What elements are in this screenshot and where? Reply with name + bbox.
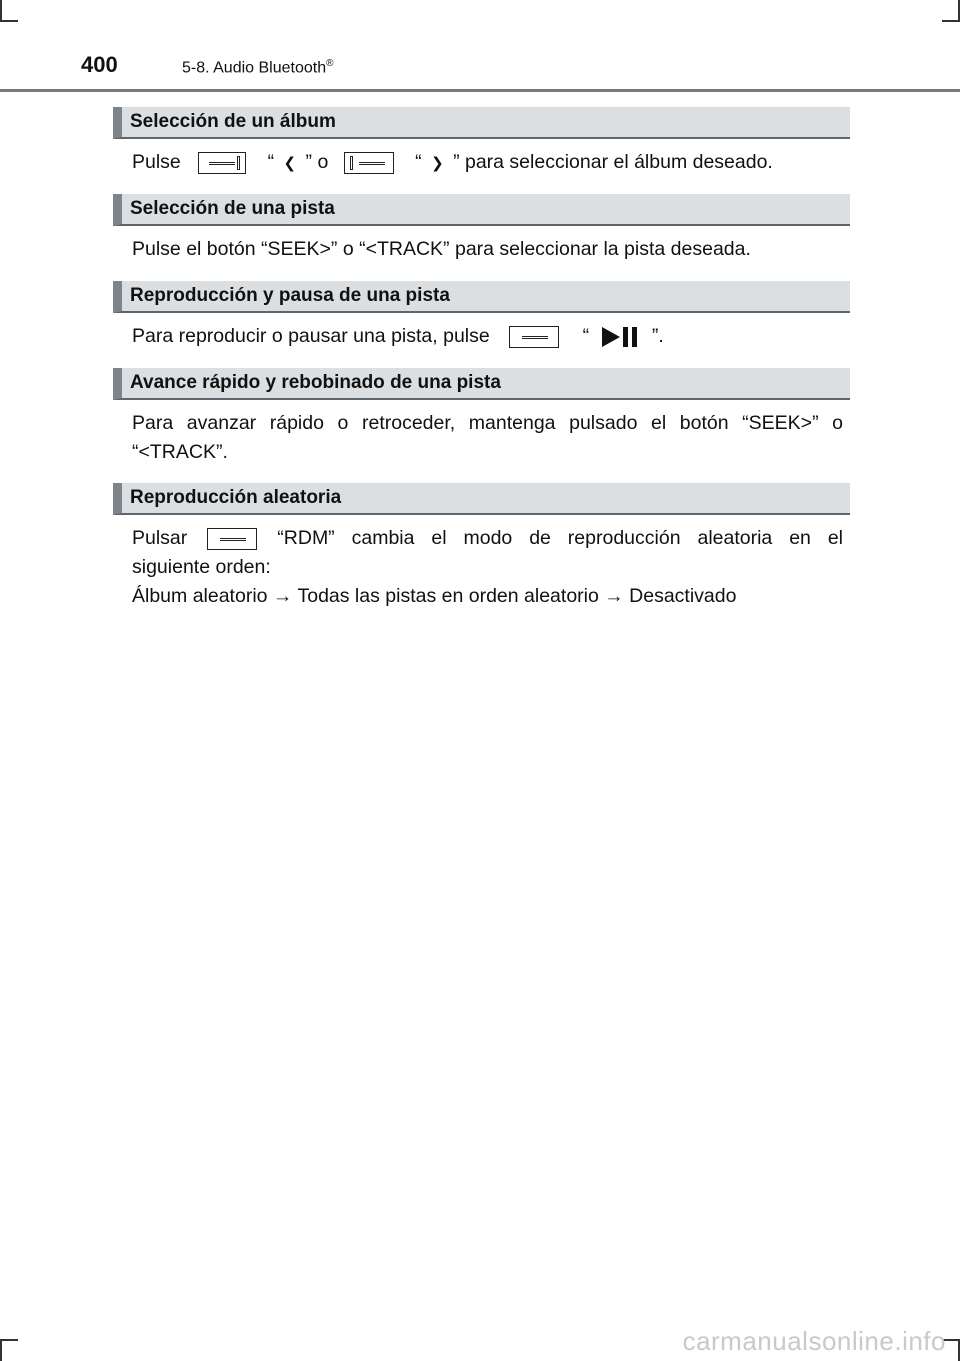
section-title: Selección de un álbum bbox=[130, 111, 336, 132]
paragraph-random-line1 bbox=[132, 524, 843, 553]
section-heading-play bbox=[113, 281, 850, 313]
paragraph-random-line2: siguiente orden: bbox=[132, 556, 271, 578]
play-button-icon bbox=[509, 326, 559, 348]
text: ” o bbox=[305, 151, 329, 173]
crop-mark-bottom-left bbox=[0, 1339, 18, 1341]
page-header bbox=[0, 0, 960, 92]
chapter-text: 5-8. Audio Bluetooth bbox=[182, 59, 327, 77]
paragraph-seek-line1: Para avanzar rápido o retroceder, mantenga pulsado el botón “SEEK>” o bbox=[132, 412, 843, 434]
crop-mark-bottom-left bbox=[0, 1339, 2, 1361]
paragraph-play bbox=[132, 322, 664, 351]
watermark: carmanualsonline.info bbox=[682, 1326, 946, 1356]
registered-mark: ® bbox=[326, 58, 334, 69]
paragraph-track: Pulse el botón “SEEK>” o “<TRACK” para seleccionar la pista deseada. bbox=[132, 238, 751, 260]
text: ” para seleccionar el álbum deseado. bbox=[453, 151, 773, 173]
quote: “ bbox=[415, 151, 422, 173]
next-button-icon bbox=[344, 152, 394, 174]
paragraph-album bbox=[132, 148, 773, 178]
section-heading-seek bbox=[113, 368, 850, 400]
chapter-title bbox=[182, 58, 333, 77]
text: Para reproducir o pausar una pista, pulse bbox=[132, 325, 490, 347]
section-title: Avance rápido y rebobinado de una pista bbox=[130, 372, 501, 393]
rdm-button-icon bbox=[207, 528, 257, 550]
page-number: 400 bbox=[81, 52, 118, 77]
header-rule bbox=[0, 89, 960, 92]
prev-button-icon bbox=[198, 152, 246, 174]
paragraph-random-line3: Álbum aleatorio → Todas las pistas en orden aleatorio → Desactivado bbox=[132, 585, 737, 607]
play-pause-icon bbox=[600, 326, 640, 348]
text: Pulse bbox=[132, 151, 181, 173]
quote: “ bbox=[267, 151, 275, 173]
section-title: Reproducción aleatoria bbox=[130, 487, 342, 508]
section-heading-random bbox=[113, 483, 850, 515]
quote: “ bbox=[582, 325, 590, 347]
paragraph-seek-line2: “<TRACK”. bbox=[132, 441, 228, 463]
section-title: Selección de una pista bbox=[130, 198, 335, 219]
chevron-left-icon: ❮ bbox=[283, 155, 297, 172]
text: Pulsar bbox=[132, 527, 188, 549]
section-heading-track bbox=[113, 194, 850, 226]
section-heading-album bbox=[113, 107, 850, 139]
section-title: Reproducción y pausa de una pista bbox=[130, 285, 450, 306]
text: “RDM” cambia el modo de reproducción aleatoria en el bbox=[277, 527, 843, 549]
quote: ”. bbox=[651, 325, 664, 347]
chevron-right-icon: ❯ bbox=[431, 155, 444, 172]
